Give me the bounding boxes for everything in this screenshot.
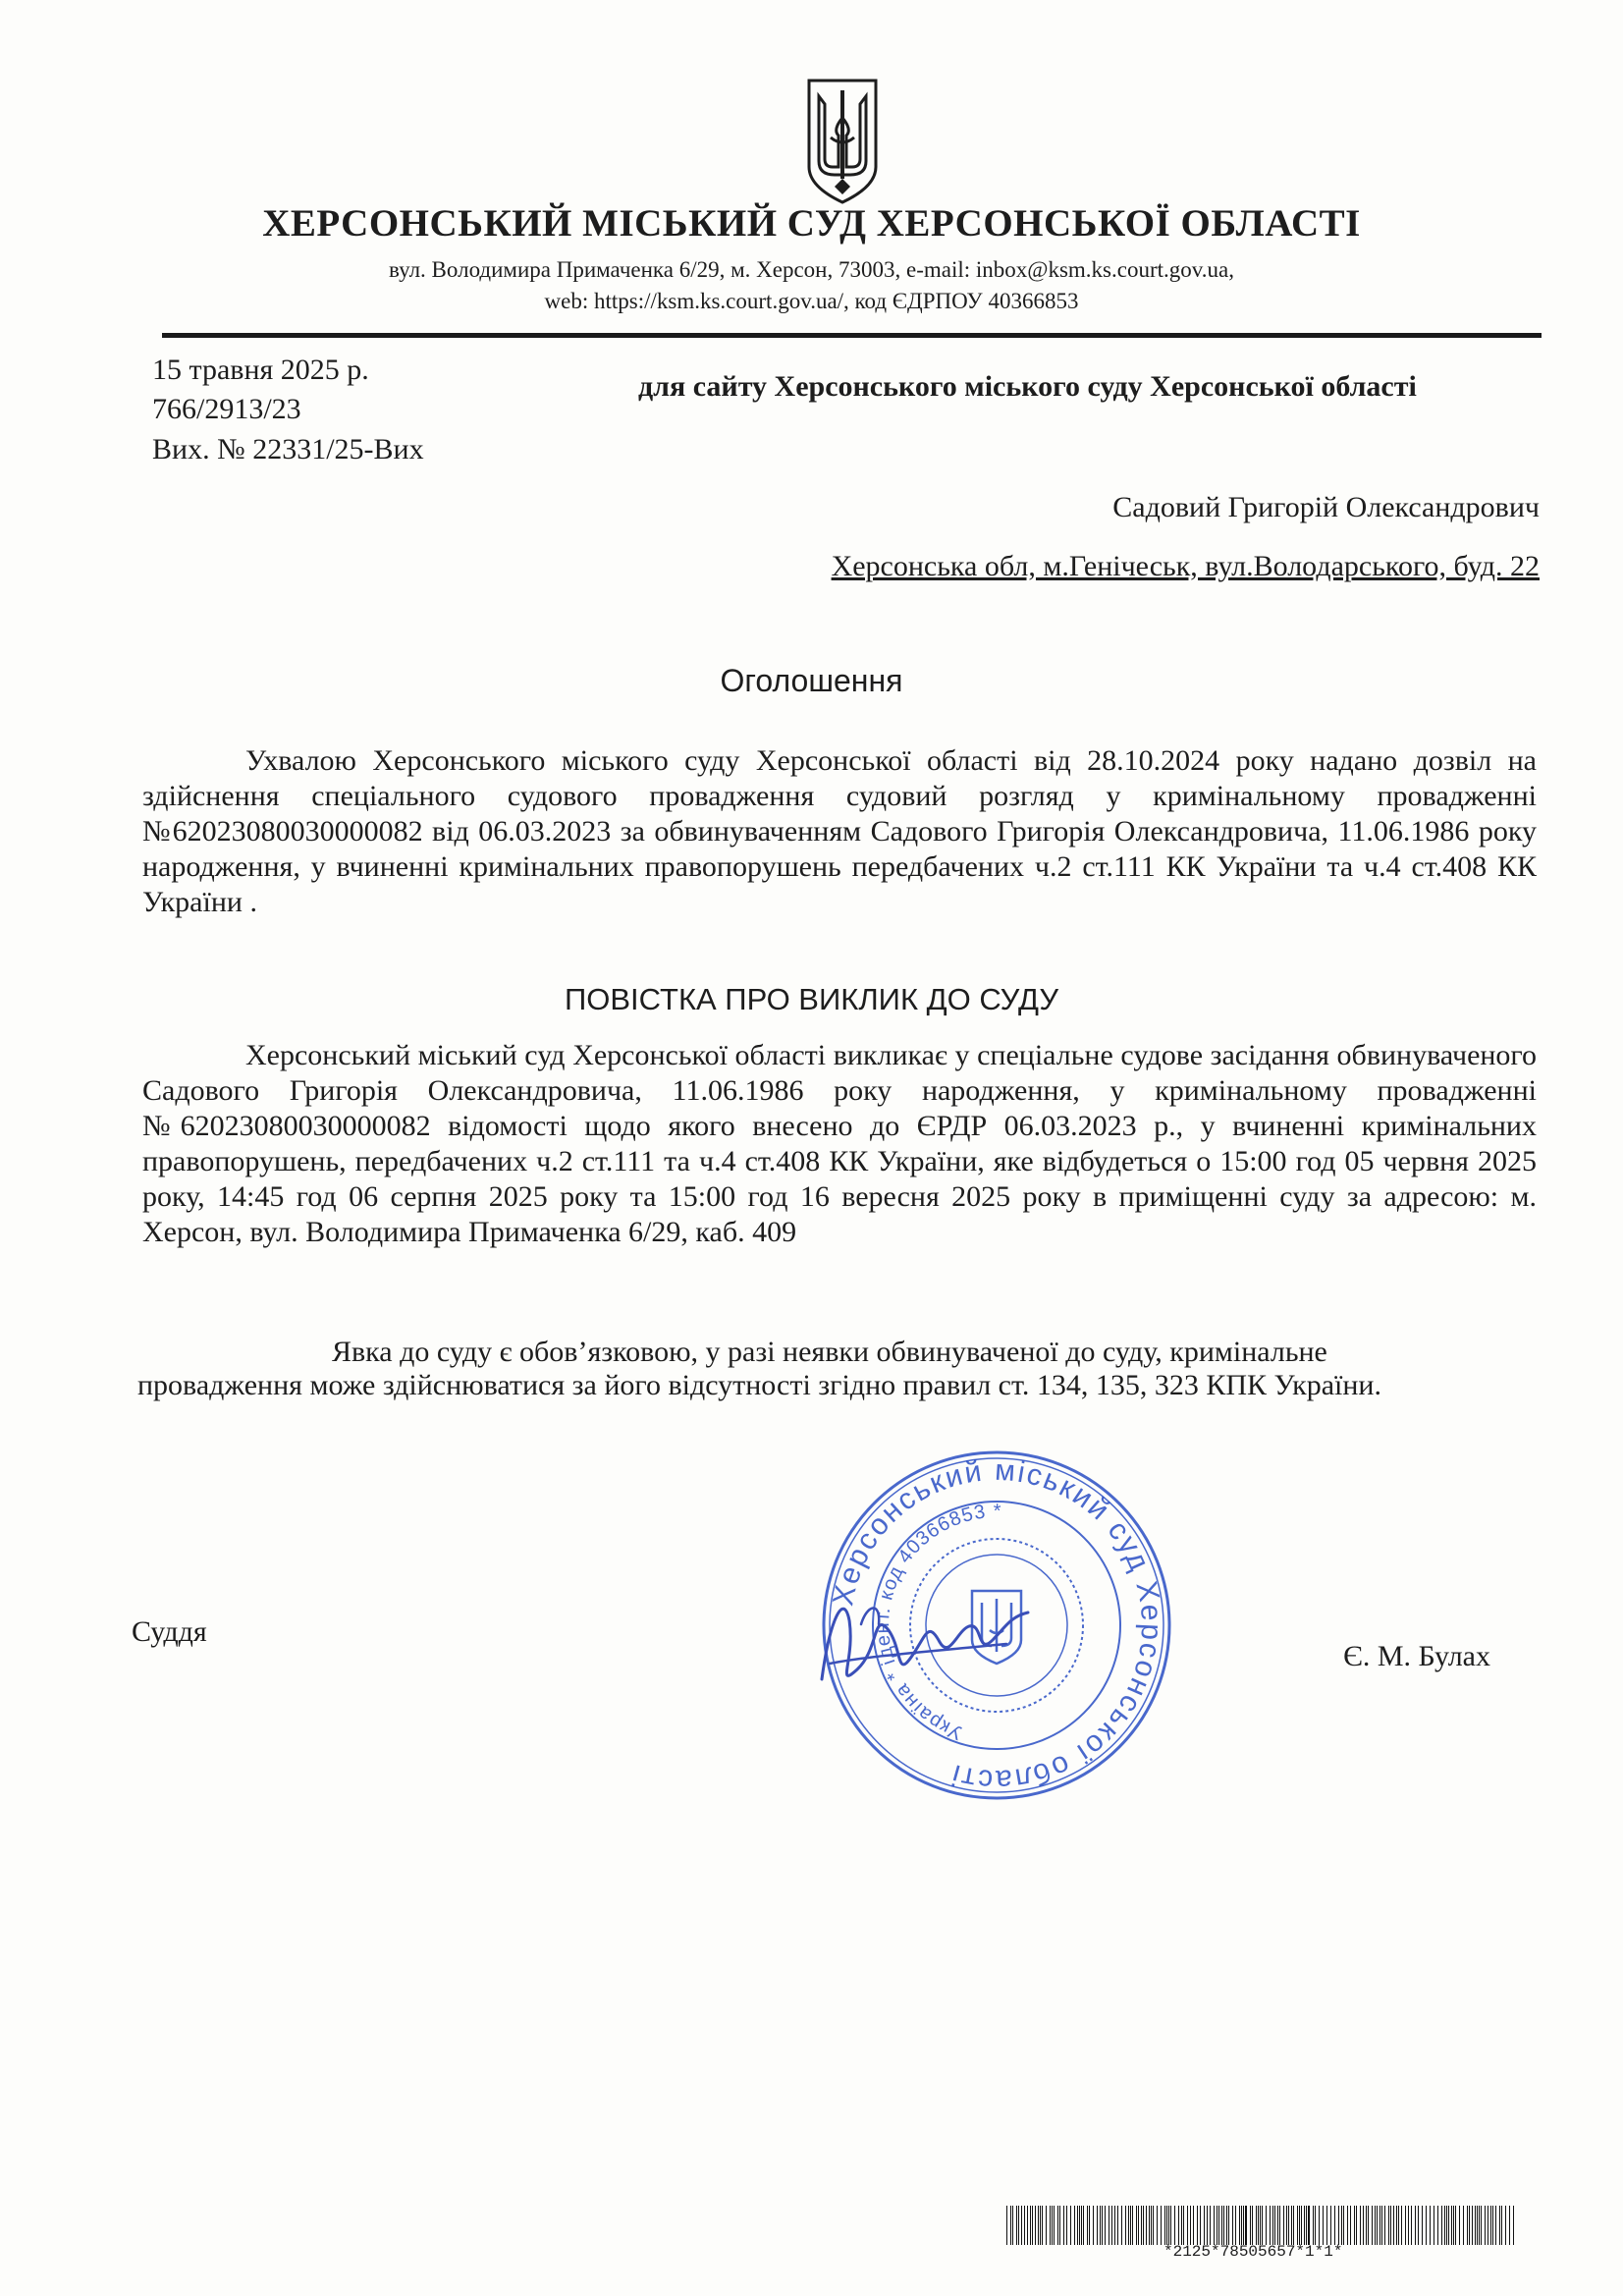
- barcode-bar: [1207, 2206, 1208, 2245]
- barcode-bar: [1334, 2206, 1335, 2245]
- barcode-bar: [1418, 2206, 1419, 2245]
- barcode-bar: [1250, 2206, 1251, 2245]
- barcode-bar: [1308, 2206, 1310, 2245]
- barcode-bar: [1079, 2206, 1080, 2245]
- barcode-bar: [1111, 2206, 1112, 2245]
- barcode-bar: [1243, 2206, 1244, 2245]
- barcode-bar: [1012, 2206, 1013, 2245]
- barcode-bar: [1161, 2206, 1162, 2245]
- barcode-bar: [1326, 2206, 1327, 2245]
- barcode-bar: [1306, 2206, 1307, 2245]
- barcode-bar: [1149, 2206, 1150, 2245]
- barcode-bar: [1297, 2206, 1298, 2245]
- barcode-bar: [1040, 2206, 1041, 2245]
- barcode-bar: [1338, 2206, 1339, 2245]
- summons-title: ПОВІСТКА ПРО ВИКЛИК ДО СУДУ: [564, 982, 1059, 1016]
- barcode: [1006, 2206, 1517, 2245]
- barcode-bar: [1052, 2206, 1053, 2245]
- barcode-bar: [1301, 2206, 1302, 2245]
- barcode-bar: [1151, 2206, 1152, 2245]
- barcode-bar: [1077, 2206, 1078, 2245]
- barcode-bar: [1168, 2206, 1169, 2245]
- barcode-bar: [1446, 2206, 1447, 2245]
- barcode-bar: [1274, 2206, 1275, 2245]
- barcode-bar: [1074, 2206, 1075, 2245]
- barcode-bar: [1132, 2206, 1133, 2245]
- barcode-bar: [1174, 2206, 1175, 2245]
- barcode-bar: [1010, 2206, 1011, 2245]
- barcode-bar: [1187, 2206, 1188, 2245]
- barcode-bar: [1315, 2206, 1316, 2245]
- judge-name: Є. М. Булах: [1343, 1640, 1490, 1672]
- attendance-text: Явка до суду є обов’язковою, у разі неявки обвинуваченої до суду, кримінальне провадження може здійснюватися за його відсутності згідно правил ст. 134, 135, 323 КПК України.: [137, 1336, 1381, 1401]
- barcode-bar: [1384, 2206, 1385, 2245]
- barcode-bar: [1027, 2206, 1028, 2245]
- barcode-bar: [1499, 2206, 1500, 2245]
- barcode-bar: [1350, 2206, 1351, 2245]
- barcode-bar: [1405, 2206, 1406, 2245]
- barcode-bar: [1501, 2206, 1502, 2245]
- recipient-address: Херсонська обл, м.Генічеськ, вул.Володарського, буд. 22: [831, 550, 1540, 582]
- judge-signature: [810, 1561, 1036, 1709]
- barcode-bar: [1366, 2206, 1367, 2245]
- barcode-bar: [1105, 2206, 1106, 2245]
- barcode-bar: [1166, 2206, 1167, 2245]
- barcode-bar: [1266, 2206, 1267, 2245]
- barcode-bar: [1377, 2206, 1378, 2245]
- barcode-bar: [1138, 2206, 1139, 2245]
- barcode-bar: [1232, 2206, 1233, 2245]
- barcode-bar: [1223, 2206, 1224, 2245]
- barcode-bar: [1197, 2206, 1198, 2245]
- barcode-bar: [1087, 2206, 1088, 2245]
- barcode-bar: [1054, 2206, 1055, 2245]
- barcode-bar: [1430, 2206, 1431, 2245]
- barcode-bar: [1492, 2206, 1493, 2245]
- barcode-bar: [1437, 2206, 1438, 2245]
- barcode-bar: [1372, 2206, 1373, 2245]
- barcode-bar: [1360, 2206, 1361, 2245]
- barcode-bar: [1513, 2206, 1514, 2245]
- barcode-bar: [1035, 2206, 1036, 2245]
- barcode-bar: [1479, 2206, 1480, 2245]
- court-web: web: https://ksm.ks.court.gov.ua/, код ЄДРПОУ 40366853: [544, 289, 1079, 313]
- barcode-bar: [1444, 2206, 1445, 2245]
- barcode-bar: [1100, 2206, 1101, 2245]
- barcode-bar: [1472, 2206, 1473, 2245]
- barcode-bar: [1093, 2206, 1094, 2245]
- barcode-bar: [1128, 2206, 1129, 2245]
- barcode-bar: [1046, 2206, 1047, 2245]
- barcode-bar: [1102, 2206, 1103, 2245]
- header-divider: [162, 333, 1542, 338]
- barcode-bar: [1218, 2206, 1219, 2245]
- barcode-bar: [1157, 2206, 1158, 2245]
- barcode-bar: [1193, 2206, 1194, 2245]
- barcode-bar: [1006, 2206, 1007, 2245]
- barcode-bar: [1083, 2206, 1084, 2245]
- barcode-bar: [1226, 2206, 1227, 2245]
- barcode-bar: [1221, 2206, 1222, 2245]
- barcode-bar: [1097, 2206, 1098, 2245]
- barcode-bar: [1228, 2206, 1229, 2245]
- barcode-bar: [1057, 2206, 1058, 2245]
- barcode-bar: [1415, 2206, 1416, 2245]
- barcode-bar: [1451, 2206, 1452, 2245]
- barcode-bar: [1260, 2206, 1261, 2245]
- barcode-bar: [1241, 2206, 1242, 2245]
- barcode-bar: [1114, 2206, 1115, 2245]
- barcode-bar: [1393, 2206, 1394, 2245]
- barcode-bar: [1245, 2206, 1247, 2245]
- stamp-outer-text: Херсонський міський суд Херсонської області: [827, 1453, 1168, 1797]
- barcode-bar: [1396, 2206, 1397, 2245]
- for-site-note: для сайту Херсонського міського суду Херсонської області: [638, 370, 1417, 403]
- barcode-bar: [1239, 2206, 1240, 2245]
- case-number: 766/2913/23: [152, 393, 301, 425]
- barcode-bar: [1066, 2206, 1067, 2245]
- barcode-bar: [1509, 2206, 1510, 2245]
- barcode-bar: [1341, 2206, 1342, 2245]
- barcode-bar: [1164, 2206, 1165, 2245]
- barcode-bar: [1422, 2206, 1423, 2245]
- recipient-name: Садовий Григорій Олександрович: [1112, 491, 1540, 523]
- barcode-bar: [1411, 2206, 1412, 2245]
- barcode-bar: [1258, 2206, 1259, 2245]
- barcode-bar: [1426, 2206, 1427, 2245]
- barcode-bar: [1050, 2206, 1051, 2245]
- document-date: 15 травня 2025 р.: [152, 354, 369, 386]
- barcode-bar: [1024, 2206, 1025, 2245]
- outgoing-number: Вих. № 22331/25-Вих: [152, 433, 424, 465]
- barcode-bar: [1363, 2206, 1364, 2245]
- barcode-bar: [1375, 2206, 1376, 2245]
- summons-text: Херсонський міський суд Херсонської області викликає у спеціальне судове засідання обвинуваченого Садового Григорія Олександровича, 11.06.1986 року народження, у кримінальному провадженні №62023080030000082 відомості щодо якого внесено до ЄРДР 06.03.2023 р., у вчиненні кримінальних правопорушень, передбачених ч.2 ст.111 та ч.4 ст.408 КК України, яке відбудеться о 15:00 год 05 червня 2025 року, 14:45 год 06 серпня 2025 року та 15:00 год 16 вересня 2025 року в приміщенні суду за адресою: м. Херсон, вул. Володимира Примаченка 6/29, каб. 409: [142, 1039, 1537, 1248]
- barcode-bar: [1279, 2206, 1280, 2245]
- barcode-bar: [1467, 2206, 1468, 2245]
- barcode-bar: [1272, 2206, 1273, 2245]
- barcode-bar: [1475, 2206, 1476, 2245]
- barcode-bar: [1141, 2206, 1142, 2245]
- barcode-bar: [1210, 2206, 1211, 2245]
- barcode-bar: [1401, 2206, 1402, 2245]
- barcode-bar: [1288, 2206, 1289, 2245]
- barcode-bar: [1018, 2206, 1019, 2245]
- barcode-bar: [1270, 2206, 1271, 2245]
- barcode-bar: [1459, 2206, 1460, 2245]
- barcode-bar: [1081, 2206, 1082, 2245]
- barcode-bar: [1490, 2206, 1491, 2245]
- barcode-bar: [1463, 2206, 1464, 2245]
- barcode-bar: [1323, 2206, 1324, 2245]
- barcode-bar: [1448, 2206, 1449, 2245]
- barcode-bar: [1262, 2206, 1263, 2245]
- coat-of-arms-icon: [803, 77, 882, 206]
- barcode-bar: [1319, 2206, 1320, 2245]
- barcode-bar: [1505, 2206, 1506, 2245]
- barcode-bar: [1042, 2206, 1043, 2245]
- barcode-bar: [1293, 2206, 1294, 2245]
- barcode-bar: [1299, 2206, 1300, 2245]
- barcode-bar: [1038, 2206, 1039, 2245]
- barcode-bar: [1063, 2206, 1064, 2245]
- barcode-bar: [1143, 2206, 1144, 2245]
- barcode-number: *2125*78505657*1*1*: [1163, 2243, 1343, 2261]
- barcode-bar: [1190, 2206, 1191, 2245]
- barcode-bar: [1089, 2206, 1090, 2245]
- court-address: вул. Володимира Примаченка 6/29, м. Херсон, 73003, e-mail: inbox@ksm.ks.court.gov.ua,: [389, 257, 1234, 282]
- barcode-bar: [1032, 2206, 1033, 2245]
- barcode-bar: [1481, 2206, 1482, 2245]
- barcode-bar: [1495, 2206, 1496, 2245]
- barcode-bar: [1390, 2206, 1391, 2245]
- barcode-bar: [1408, 2206, 1409, 2245]
- court-name: ХЕРСОНСЬКИЙ МІСЬКИЙ СУД ХЕРСОНСЬКОЇ ОБЛАСТІ: [262, 202, 1361, 245]
- barcode-bar: [1178, 2206, 1179, 2245]
- barcode-bar: [1398, 2206, 1399, 2245]
- barcode-bar: [1347, 2206, 1348, 2245]
- barcode-bar: [1125, 2206, 1126, 2245]
- barcode-bar: [1200, 2206, 1201, 2245]
- announcement-title: Оголошення: [720, 663, 903, 698]
- barcode-bar: [1453, 2206, 1454, 2245]
- barcode-bar: [1283, 2206, 1284, 2245]
- stamp-inner-text: Україна * ідент. код 40366853 *: [871, 1500, 1002, 1744]
- barcode-bar: [1183, 2206, 1184, 2245]
- barcode-bar: [1016, 2206, 1017, 2245]
- barcode-bar: [1235, 2206, 1236, 2245]
- barcode-bar: [1304, 2206, 1305, 2245]
- barcode-bar: [1021, 2206, 1022, 2245]
- barcode-bar: [1117, 2206, 1118, 2245]
- announcement-text: Ухвалою Херсонського міського суду Херсонської області від 28.10.2024 року надано дозвіл на здійснення спеціального судового провадження судовий розгляд у кримінальному провадженні №62023080030000082 від 06.03.2023 за обвинуваченням Садового Григорія Олександровича, 11.06.1986 року народження, у вчиненні кримінальних правопорушень передбачених ч.2 ст.111 КК України та ч.4 ст.408 КК України .: [142, 744, 1537, 918]
- barcode-bar: [1388, 2206, 1389, 2245]
- barcode-bar: [1146, 2206, 1147, 2245]
- barcode-bar: [1354, 2206, 1355, 2245]
- barcode-bar: [1170, 2206, 1171, 2245]
- barcode-bar: [1343, 2206, 1344, 2245]
- barcode-bar: [1214, 2206, 1215, 2245]
- barcode-bar: [1136, 2206, 1137, 2245]
- barcode-bar: [1277, 2206, 1278, 2245]
- barcode-bar: [1153, 2206, 1154, 2245]
- barcode-bar: [1030, 2206, 1031, 2245]
- barcode-bar: [1252, 2206, 1253, 2245]
- judge-role: Суддя: [132, 1615, 207, 1648]
- barcode-bar: [1059, 2206, 1060, 2245]
- barcode-bar: [1381, 2206, 1382, 2245]
- barcode-bar: [1121, 2206, 1122, 2245]
- barcode-bar: [1204, 2206, 1205, 2245]
- barcode-bar: [1441, 2206, 1442, 2245]
- barcode-bar: [1130, 2206, 1131, 2245]
- barcode-bar: [1070, 2206, 1071, 2245]
- barcode-bar: [1181, 2206, 1182, 2245]
- barcode-bar: [1356, 2206, 1357, 2245]
- barcode-bar: [1291, 2206, 1292, 2245]
- barcode-bar: [1313, 2206, 1314, 2245]
- barcode-bar: [1477, 2206, 1478, 2245]
- barcode-bar: [1485, 2206, 1486, 2245]
- barcode-bar: [1368, 2206, 1369, 2245]
- barcode-bar: [1256, 2206, 1257, 2245]
- barcode-bar: [1330, 2206, 1331, 2245]
- barcode-bar: [1469, 2206, 1470, 2245]
- barcode-bar: [1286, 2206, 1287, 2245]
- barcode-bar: [1455, 2206, 1456, 2245]
